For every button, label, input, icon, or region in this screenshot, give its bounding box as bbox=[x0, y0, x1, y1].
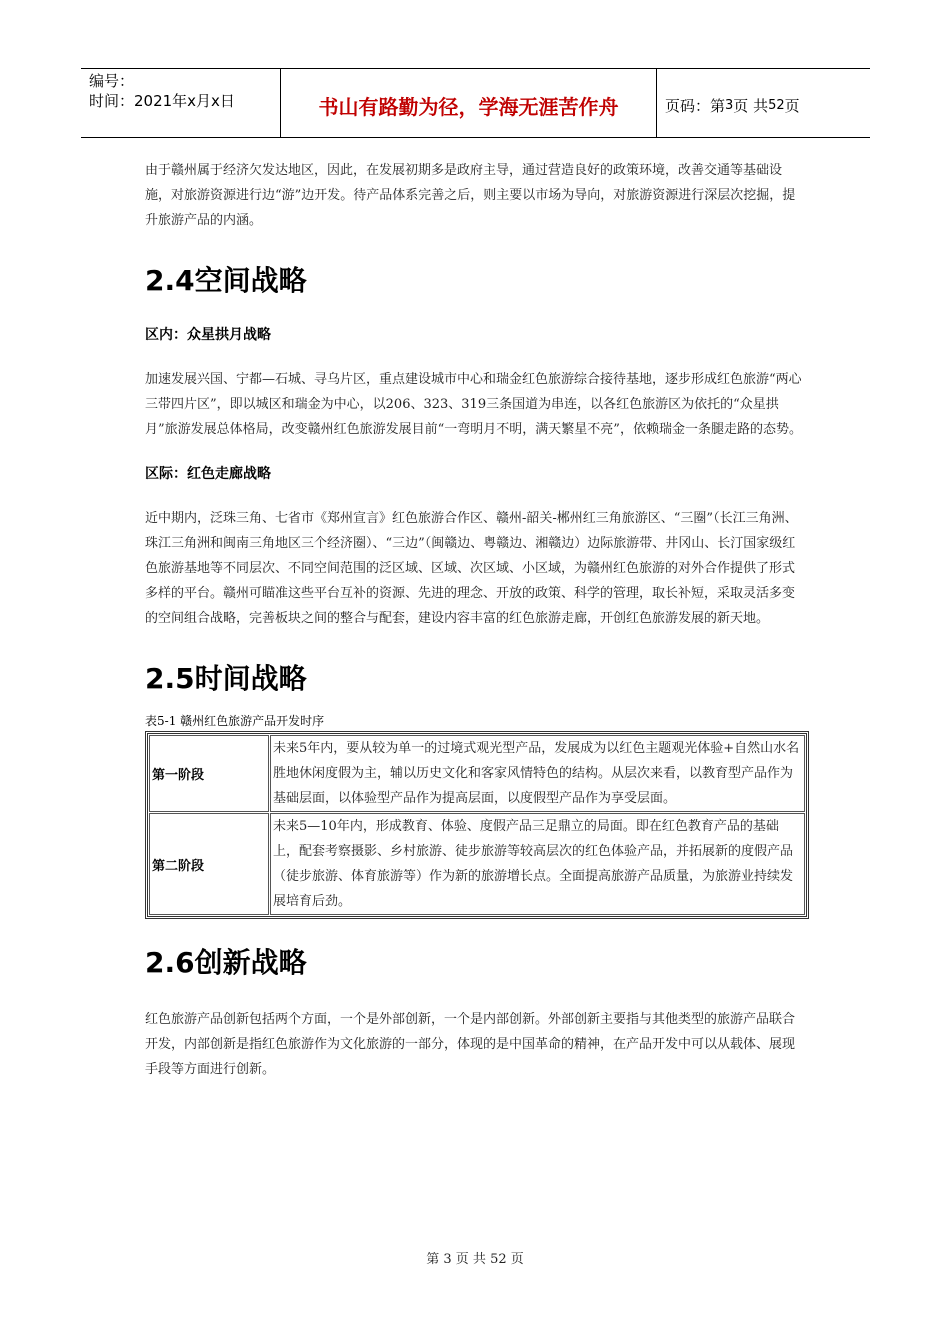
header-page-code bbox=[657, 69, 870, 137]
section-number: 2.6 bbox=[145, 946, 195, 979]
footer-total: 52 bbox=[490, 1252, 507, 1267]
subheading-inner-zone: 区内：众星拱月战略 bbox=[145, 327, 271, 343]
footer-suffix: 页 bbox=[510, 1252, 524, 1267]
header-info bbox=[81, 69, 281, 137]
page-code-mid: 页 共 bbox=[733, 96, 769, 115]
footer-page: 3 bbox=[443, 1252, 452, 1267]
section-heading-2-4 bbox=[145, 261, 807, 301]
paragraph-inner-zone: 加速发展兴国、宁都—石城、寻乌片区，重点建设城市中心和瑞金红色旅游综合接待基地，逐步形成红色旅游“两心三带四片区”，即以城区和瑞金为中心，以206、323、319三条国道为串连，以各红色旅游区为依托的“众星拱月”旅游发展总体格局，改变赣州红色旅游发展目前“一弯明月不明，满天繁星不亮”，依赖瑞金一条腿走路的态势。 bbox=[145, 372, 802, 437]
section-title: 时间战略 bbox=[194, 662, 307, 695]
page-content bbox=[145, 158, 807, 1082]
doc-number-label: 编号： bbox=[89, 72, 135, 90]
phase-name: 第一阶段 bbox=[149, 735, 269, 812]
phase-description: 未来5年内，要从较为单一的过境式观光型产品，发展成为以红色主题观光体验+自然山水名胜地休闲度假为主，辅以历史文化和客家风情特色的结构。从层次来看，以教育型产品作为基础层面，以体验型产品作为提高层面，以度假型产品作为享受层面。 bbox=[270, 735, 805, 812]
page-header bbox=[81, 68, 870, 138]
page-footer bbox=[0, 1248, 950, 1267]
page-code-prefix: 页码：第 bbox=[665, 96, 726, 115]
page-code-num: 3 bbox=[725, 97, 734, 113]
section-heading-2-5 bbox=[145, 659, 807, 699]
table-row bbox=[149, 813, 805, 915]
section-title: 创新战略 bbox=[194, 946, 307, 979]
section-number: 2.5 bbox=[145, 662, 195, 695]
section-heading-2-6 bbox=[145, 943, 807, 983]
paragraph-innovation: 红色旅游产品创新包括两个方面，一个是外部创新，一个是内部创新。外部创新主要指与其他类型的旅游产品联合开发，内部创新是指红色旅游作为文化旅游的一部分，体现的是中国革命的精神，在产品开发中可以从载体、展现手段等方面进行创新。 bbox=[145, 1012, 796, 1077]
paragraph-inter-zone: 近中期内，泛珠三角、七省市《郑州宣言》红色旅游合作区、赣州-韶关-郴州红三角旅游区、“三圈”（长江三角洲、珠江三角洲和闽南三角地区三个经济圈）、“三边”（闽赣边、粤赣边、湘赣边）边际旅游带、井冈山、长汀国家级红色旅游基地等不同层次、不同空间范围的泛区域、区域、次区域、小区域，为赣州红色旅游的对外合作提供了形式多样的平台。赣州可瞄准这些平台互补的资源、先进的理念、开放的政策、科学的管理，取长补短，采取灵活多变的空间组合战略，完善板块之间的整合与配套，建设内容丰富的红色旅游走廊，开创红色旅游发展的新天地。 bbox=[145, 511, 798, 626]
phase-table bbox=[145, 731, 809, 919]
section-number: 2.4 bbox=[145, 264, 195, 297]
page-code-suffix: 页 bbox=[784, 96, 800, 115]
footer-mid: 页 共 bbox=[455, 1252, 486, 1267]
header-motto: 书山有路勤为径，学海无涯苦作舟 bbox=[281, 69, 657, 137]
page-code-total: 52 bbox=[768, 97, 785, 113]
phase-description: 未来5—10年内，形成教育、体验、度假产品三足鼎立的局面。即在红色教育产品的基础上，配套考察摄影、乡村旅游、徒步旅游等较高层次的红色体验产品，并拓展新的度假产品（徒步旅游、体育旅游等）作为新的旅游增长点。全面提高旅游产品质量，为旅游业持续发展培育后劲。 bbox=[270, 813, 805, 915]
section-title: 空间战略 bbox=[194, 264, 307, 297]
intro-paragraph: 由于赣州属于经济欠发达地区，因此，在发展初期多是政府主导，通过营造良好的政策环境，改善交通等基础设施，对旅游资源进行边“游”边开发。待产品体系完善之后，则主要以市场为导向，对旅游资源进行深层次挖掘，提升旅游产品的内涵。 bbox=[145, 163, 796, 228]
table-row bbox=[149, 735, 805, 812]
doc-time-label: 时间：2021年x月x日 bbox=[89, 92, 235, 110]
table-caption: 表5-1 赣州红色旅游产品开发时序 bbox=[145, 714, 325, 728]
phase-name: 第二阶段 bbox=[149, 813, 269, 915]
footer-prefix: 第 bbox=[426, 1252, 440, 1267]
subheading-inter-zone: 区际：红色走廊战略 bbox=[145, 466, 271, 482]
